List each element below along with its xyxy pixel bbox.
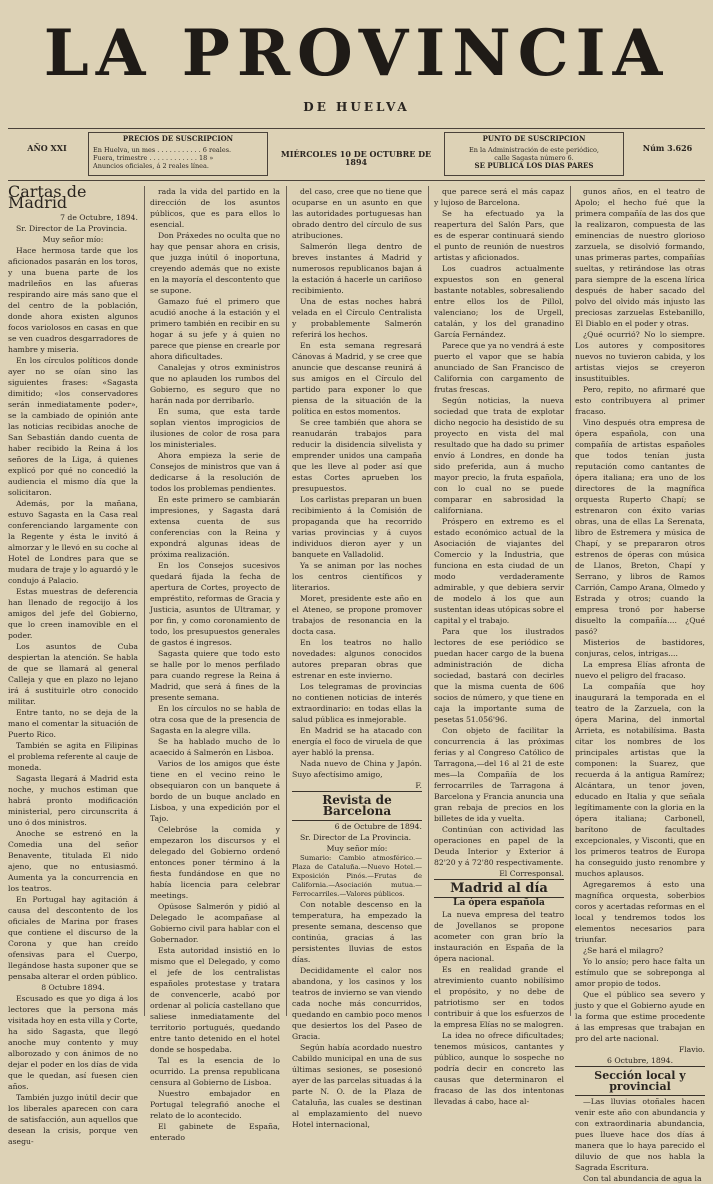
subscription-line-1: En Huelva, un mes . . . . . . . . . . . 6 reales. xyxy=(93,146,232,154)
paragraph: —Las lluvias otoñales hacen venir este año con abundancia y con extraordinaria abundancia, pues llueve hace dos días á manera que lo haya parecido el diluvio de que nos habla la Sagrada Escritura. xyxy=(575,1097,705,1172)
paragraph: Decididamente el calor nos abandona, y los casinos y los teatros de invierno se van viendo cada noche más concurridos, quedando en cambio poco menos que desiertos los del Paseo de Gracia. xyxy=(292,966,422,1041)
newspaper-subtitle: DE HUELVA xyxy=(303,100,410,114)
paragraph: Los asuntos de Cuba despiertan la atención. Se habla de que se llamará al general Calleja y que en plazo no lejano irá á sustituirle otro conocido militar. xyxy=(8,642,138,706)
letter-date-2: 8 Octubre 1894. xyxy=(41,983,105,992)
article-columns xyxy=(8,182,705,1183)
paragraph: Es en realidad grande el atrevimiento cuanto nobilísimo el propósito, y no debe de patriotismo ser en todos contribuir á que los esfuerzos de la empresa Elías no se malogren. xyxy=(434,965,564,1029)
paragraph: Con objeto de facilitar la concurrencia á las próximas ferias y al Congreso Católico de Tarragona,—del 16 al 21 de este mes—la Compañía de los ferrocarriles de Tarragona á Barcelona y Francia anuncia una gran rebaja de precios en los billetes de ida y vuelta. xyxy=(434,726,564,823)
article-subheading: La ópera española xyxy=(453,898,545,908)
paragraph: Para que los ilustrados lectores de ese periódico se puedan hacer cargo de la buena administración de dicha sociedad, bastará con decirles que la misma cuenta de 606 socios de número, y que tiene en caja la importante suma de pesetas 51.056'96. xyxy=(434,627,564,724)
issue-number-cell xyxy=(630,144,705,188)
subscription-line-2: Fuera, trimestre . . . . . . . . . . . . 18 » xyxy=(93,154,214,162)
signature: F. xyxy=(415,781,422,790)
paragraph: ¿Qué ocurrió? No lo siempre. Los autores y compositores nuevos no tuvieron cabida, y los artistas viejos se creyeron insustituibles. xyxy=(575,330,705,383)
paragraph: Se cree también que ahora se reanudarán trabajos para reducir la disidencia silvelista y emprender unidos una campaña que les lleve al poder así que estas Cortes aprueben los presupuestos. xyxy=(292,418,422,493)
paragraph: Escusado es que yo diga á los lectores que la persona más visitada hoy en esta villa y Corte, ha sido Sagasta, que llegó anoche muy contento y muy alborozado y con ánimos de no dejar el poder en los días de vida que le quedan, así fuesen cien años. xyxy=(8,994,138,1091)
column-5 xyxy=(575,186,705,1183)
newspaper-title: LA PROVINCIA xyxy=(43,16,670,91)
section-heading-revista-de-barcelona: Revista de Barcelona xyxy=(292,791,422,821)
paragraph: Próspero en extremo es el estado económico actual de la Asociación de viajantes del Comercio y la Industria, que funciona en esta ciudad de un modo verdaderamente admirable, y que debiera servir de modelo á los que aun sustentan ideas utópicas sobre el capital y el trabajo. xyxy=(434,517,564,625)
subscription-prices-title: PRECIOS DE SUSCRIPCION xyxy=(122,134,234,143)
column-4 xyxy=(434,186,564,1106)
letter-greeting: Muy señor mío: xyxy=(326,844,388,853)
paragraph: En los círculos no se habla de otra cosa que de la presencia de Sagasta en la alegre villa. xyxy=(150,704,280,735)
issue-date: MIÉRCOLES 10 DE OCTUBRE DE 1894 xyxy=(280,149,432,167)
top-rule xyxy=(8,128,705,129)
paragraph: Estas muestras de deferencia han llenado de regocijo á los amigos del jefe del Gobierno, que lo creen inamovible en el poder. xyxy=(8,587,138,640)
paragraph: Parece que ya no vendrá á este puerto el vapor que se había anunciado de San Francisco de California con cargamento de frutas frescas. xyxy=(434,341,564,394)
section-heading-cartas-de-madrid: Cartas de Madrid xyxy=(8,182,87,212)
masthead xyxy=(0,0,713,130)
article-date: 6 Octubre, 1894. xyxy=(606,1056,674,1065)
paragraph: Vino después otra empresa de ópera española, con una compañía de artistas españoles que todos tenían justa reputación como cantantes de ópera italiana; era uno de los directores de la magnífica orquesta Ruperto Chapí; se estrenaron con éxito varias obras, una de ellas La Serenata, libro de Estremera y música de Chapí, y se prepararon otros estrenos de óperas con música de Llanos, Breton, Chapí y Serrano, y libros de Ramos Carrión, Campo Arana, Olmedo y Estrada y otros; cuando la empresa tronó por haberse disuelto la compañía.... ¿Qué pasó? xyxy=(575,418,705,636)
column-1 xyxy=(8,182,139,1146)
paragraph: Ahora empieza la serie de Consejos de ministros que van á dedicarse á la resolución de todos los problemas pendientes. xyxy=(150,451,280,493)
paragraph: Hace hermosa tarde que los aficionados pasarán en los toros, y una buena parte de los madrileños en las afueras respirando aire más sano que el del centro de la población, donde ahora existen algunos focos variolosos en casas en que se ven cuadros desgarradores de hambre y miseria. xyxy=(8,246,138,354)
paragraph: En este primero se cambiarán impresiones, y Sagasta dará extensa cuenta de sus conferencias con la Reina y expondrá algunas ideas de próxima realización. xyxy=(150,495,280,559)
signature: El Corresponsal. xyxy=(499,869,564,878)
paragraph: Misterios de bastidores, conjuras, celos, intrigas.... xyxy=(575,638,705,658)
paragraph: Canalejas y otros exministros que no aplauden los rumbos del Gobierno, es seguro que no harán nada por derribarlo. xyxy=(150,363,280,405)
letter-salutation: Sr. Director de La Provincia. xyxy=(300,833,412,842)
section-heading-madrid-al-dia: Madrid al día xyxy=(434,879,564,898)
column-divider xyxy=(144,186,145,1016)
paragraph: Tal es la esencia de lo ocurrido. La prensa republicana censura al Gobierno de Lisboa. xyxy=(150,1056,280,1087)
paragraph: Que el público sea severo y justo y que el Gobierno ayude en la forma que estime procedente á las empresas que trabajan en pro del arte nacional. xyxy=(575,990,705,1043)
paragraph: La compañía que hoy inaugurará la temporada en el teatro de la Zarzuela, con la ópera Marina, del inmortal Arrieta, es notabilísima. Basta citar los nombres de los principales artistas que la componen: la Suarez, que recuerda á la antigua Ramírez; Alcántara, un tenor joven, educado en Italia y que señala legítimamente con la gloria en la ópera italiana; Carbonell, barítono de facultades excepcionales, y Visconti, que en los primeros teatros de Europa ha conseguido justo renombre y muchos aplausos. xyxy=(575,682,705,878)
paragraph: Gamazo fué el primero que acudió anoche á la estación y el primero también en recibir en su hogar á su jefe y á quien no parece que piense en crearle por ahora dificultades. xyxy=(150,297,280,361)
paragraph: Según noticias, la nueva sociedad que trata de explotar dicho negocio ha desistido de su proyecto en vista del mal resultado que ha dado su primer envío á Londres, en donde ha sido preferida, aun á mucho mayor precio, la fruta española, con lo cual no se puede comparar en sabrosidad la californiana. xyxy=(434,396,564,515)
paragraph: En suma, que esta tarde soplan vientos improgicios de ilusiones de color de rosa para los ministeriales. xyxy=(150,407,280,449)
paragraph: Entre tanto, no se deja de la mano el comentar la situación de Puerto Rico. xyxy=(8,708,138,739)
letter-salutation: Sr. Director de La Provincia. xyxy=(16,224,128,233)
column-2 xyxy=(150,186,280,1142)
letter-greeting: Muy señor mío: xyxy=(42,235,104,244)
paragraph: Los carlistas preparan un buen recibimiento á la Comisión de propaganda que ha recorrido varias provincias y á cuyos individuos dieron ayer y un banquete en Valladolid. xyxy=(292,495,422,559)
paragraph: También se agita en Filipinas el problema referente al cauje de moneda. xyxy=(8,741,138,772)
paragraph: Esta autoridad insistió en lo mismo que el Delegado, y como el jefe de los centralistas españoles protestase y tratara de convencerle, acabó por ordenar al policía castellano que saliese inmediatamente del territorio portugués, quedando entre tanto detenido en el hotel donde se hospedaba. xyxy=(150,946,280,1054)
column-divider xyxy=(570,186,571,1016)
paragraph: gunos años, en el teatro de Apolo; el hecho fué que la primera compañía de las dos que la realizaron, compuesta de las eminencias de nuestro glorioso zarzuela, se disolvió formando, unas primeras partes, compañías sueltas, y retirándose las otras para siempre de la escena lírica después de haber sacado del polvo del olvido más injusto las preciosas zarzuelas Estebanillo, El Diablo en el poder y otras. xyxy=(575,187,705,328)
paragraph: En Madrid se ha atacado con energía el foco de viruela de que ayer habló la prensa. xyxy=(292,726,422,757)
paragraph: Opúsose Salmerón y pidió al Delegado le acompañase al Gobierno civil para hablar con el Gobernador. xyxy=(150,902,280,944)
paragraph: En Portugal hay agitación á causa del descontento de los oficiales de Marina por frases que contiene el discurso de la Corona y que han creído ofensivas para el Cuerpo, llegándose hasta suponer que se pensaba alterar el orden público. xyxy=(8,895,138,981)
paragraph: Anoche se estrenó en la Comedia una del señor Benavente, titulada El nido ajeno, que no entusiasmó. Aumenta ya la concurrencia en los teatros. xyxy=(8,829,138,893)
paragraph: La nueva empresa del teatro de Jovellanos se propone acometer con gran brío la instauración en España de la ópera nacional. xyxy=(434,910,564,963)
info-bar xyxy=(8,132,705,176)
paragraph: Yo lo ansío; pero hace falta un estímulo que se sobreponga al amor propio de todos. xyxy=(575,957,705,988)
subscription-point-line-2: calle Sagasta número 6. xyxy=(494,154,574,162)
info-bottom-rule xyxy=(8,180,705,181)
paragraph: del caso, cree que no tiene que ocuparse en un asunto en que las autoridades portuguesas han obrado dentro del círculo de sus atribuciones. xyxy=(292,187,422,240)
paragraph: En los círculos políticos donde ayer no se oían sino las siguientes frases: «Sagasta dimitido; «los conservadores serán inmediatamente poder», se la cambiado de opinión ante las noticias recibidas anoche de San Sebastián dando cuenta de haber recibido la Reina á los señores de la Liga, á quienes explicó por qué no concedió la audiencia el mismo día que la solicitaron. xyxy=(8,356,138,497)
paragraph: Sagasta quiere que todo esto se halle por lo menos perfilado para cuando regrese la Reina á Madrid, que será á fines de la presente semana. xyxy=(150,649,280,702)
paragraph: Salmerón llega dentro de breves instantes á Madrid y numerosos republicanos bajan á la estación á hacerle un cariñoso recibimiento. xyxy=(292,242,422,295)
paragraph: Con notable descenso en la temperatura, ha empezado la presente semana, descenso que continúa, gracias á las persistentes lluvias de estos días. xyxy=(292,900,422,964)
column-divider xyxy=(286,186,287,1016)
paragraph: En los teatros no hallo novedades: algunos conocidos autores preparan obras que estrenar en este invierno. xyxy=(292,638,422,680)
paragraph: Varios de los amigos que éste tiene en el vecino reino le obsequiaron con un banquete á bordo de un buque anclado en Lisboa, y una expedición por el Tajo. xyxy=(150,759,280,823)
paragraph: rada la vida del partido en la dirección de los asuntos públicos, que es para ellos lo esencial. xyxy=(150,187,280,229)
section-heading-seccion-local: Sección local y provincial xyxy=(575,1066,705,1096)
year-label: AÑO XXI xyxy=(27,143,67,153)
paragraph: Una de estas noches habrá velada en el Círculo Centralista y probablemente Salmerón referirá los hechos. xyxy=(292,297,422,339)
subscription-prices-box xyxy=(88,132,268,176)
publication-schedule: SE PUBLICA LOS DIAS PARES xyxy=(474,161,594,170)
paragraph: Los cuadros actualmente expuestos son en general bastante notables, sobresaliendo entre ellos los de Pillol, valenciano; los de Urgell, catalán, y los del granadino García Fernández. xyxy=(434,264,564,339)
paragraph: Se ha hablado mucho de lo acaecido á Salmerón en Lisboa. xyxy=(150,737,280,757)
paragraph: Don Práxedes no oculta que no hay que pensar ahora en crisis, que juzga inútil ó inoportuna, creyendo además que no existe en la mayoría el descontento que se supone. xyxy=(150,231,280,295)
paragraph: Celebróse la comida y empezaron los discursos y el delegado del Gobierno ordenó entonces poner término á la fiesta fundándose en que no había licencia para celebrar meetings. xyxy=(150,825,280,900)
paragraph: Además, por la mañana, estuvo Sagasta en la Casa real conferenciando largamente con la Regente y ésta le invitó á almorzar y le llevó en su coche al Hotel de Londres para que se mudara de traje y lo aguardó y le condujo á Palacio. xyxy=(8,499,139,585)
subscription-point-line-1: En la Administración de este periódico, xyxy=(469,146,599,154)
paragraph: Con tal abundancia de agua la xyxy=(583,1174,702,1183)
paragraph: En los Consejos sucesivos quedará fijada la fecha de apertura de Cortes, proyecto de empréstito, reformas de Gracia y Justicia, asuntos de Ultramar, y por fin, y como coronamiento de todo, los presupuestos generales de gastos é ingresos. xyxy=(150,561,280,647)
paragraph: Se ha efectuado ya la reapertura del Salón Pars, que es de esperar continuará siendo el punto de reunión de nuestros artistas y aficionados. xyxy=(434,209,564,262)
paragraph: También juzgo inútil decir que los liberales aparecen con cara de satisfacción, aun aquellos que desean la crisis, porque ven asegu- xyxy=(8,1093,138,1146)
paragraph: La idea no ofrece dificultades; tenemos músicos, cantantes y público, aunque lo sospeche no podría decir en concreto las causas que determinaron el fracaso de las dos intentonas llevadas á cabo, hace al- xyxy=(434,1031,564,1106)
summary-paragraph: Sumario: Cambio atmosférico.—Plaza de Cataluña.—Nuevo Hotel.—Exposición Pinós.—Frutas de California.—Asociación mutua.—Ferrocarriles.—Valores públicos. xyxy=(292,854,422,898)
issue-number: Núm 3.626 xyxy=(642,143,693,153)
paragraph: Moret, presidente este año en el Ateneo, se propone promover trabajos de resonancia en la docta casa. xyxy=(292,594,422,636)
paragraph: En esta semana regresará Cánovas á Madrid, y se cree que anuncie que descanse reunirá á sus amigos en el Círculo del partido para exponer lo que piensa de la situación de la política en estos momentos. xyxy=(292,341,422,416)
paragraph: La empresa Elías afronta de nuevo el peligro del fracaso. xyxy=(575,660,705,680)
paragraph: Los telegramas de provincias no contienen noticias de interés extraordinario: en todas ellas la salud pública es inmejorable. xyxy=(292,682,422,724)
subscription-line-3: Anuncios oficiales, á 2 reales línea. xyxy=(93,162,209,170)
column-divider xyxy=(428,186,429,1016)
paragraph: Pero, repito, no afirmaré que esto contribuyera al primer fracaso. xyxy=(575,385,705,416)
letter-date: 6 de Octubre de 1894. xyxy=(334,822,422,831)
letter-date: 7 de Octubre, 1894. xyxy=(60,213,138,222)
paragraph: que parece será el más capaz y lujoso de Barcelona. xyxy=(434,187,564,207)
column-3 xyxy=(292,186,422,1129)
paragraph: Agregaremos á esto una magnífica orquesta, soberbios coros y acertadas reformas en el local y tendremos todos los elementos necesarios para triunfar. xyxy=(575,880,705,944)
paragraph: Sagasta llegará á Madrid esta noche, y muchos estiman que habrá pronto modificación ministerial, pero circunscrita á uno ó dos ministros. xyxy=(8,774,138,827)
subscription-point-title: PUNTO DE SUSCRIPCION xyxy=(482,134,586,143)
paragraph: El gabinete de España, enterado xyxy=(150,1122,280,1142)
paragraph: Nuestro embajador en Portugal telegrafió anoche el relato de lo acontecido. xyxy=(150,1089,280,1120)
paragraph: Continúan con actividad las operaciones en papel de la Deuda Interior y Exterior á 82'20 y á 72'80 respectivamente. xyxy=(434,825,564,867)
subscription-point-box xyxy=(444,132,624,176)
paragraph: Según había acordado nuestro Cabildo municipal en una de sus últimas sesiones, se posesionó ayer de las parcelas situadas á la parte N. O. de la Plaza de Cataluña, las cuales se destinan al emplazamiento del nuevo Hotel internacional, xyxy=(292,1043,422,1129)
signature: Flavio. xyxy=(678,1045,705,1054)
paragraph: ¿Se hará el milagro? xyxy=(583,946,664,955)
paragraph: Ya se animan por las noches los centros científicos y literarios. xyxy=(292,561,422,592)
paragraph: Nada nuevo de China y Japón. Suyo afectísimo amigo, xyxy=(292,759,422,779)
